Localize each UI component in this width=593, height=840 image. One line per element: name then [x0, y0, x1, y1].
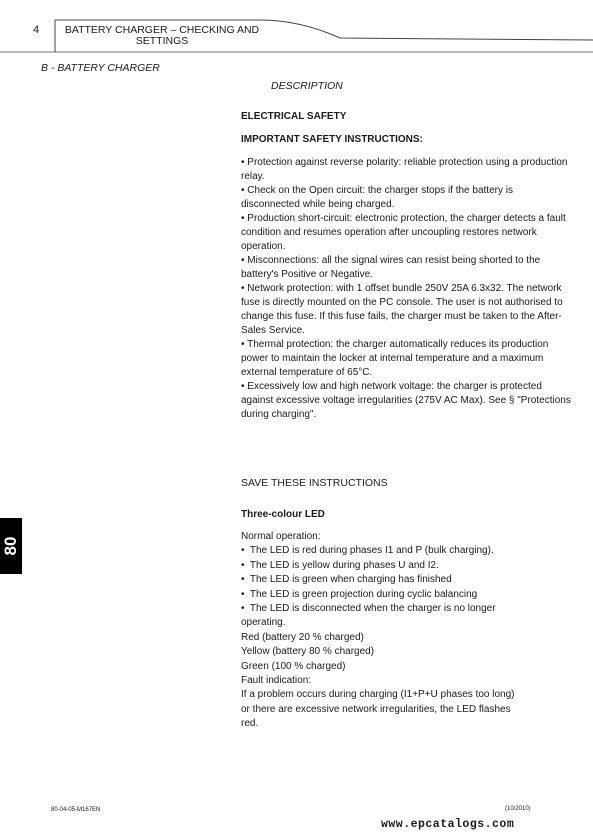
led-line: • The LED is green when charging has finished: [241, 574, 452, 586]
watermark-text: www.epcatalogs.com: [381, 818, 515, 831]
chapter-side-tab-label: [0, 518, 22, 574]
led-description: [241, 530, 571, 732]
led-line: • The LED is green projection during cyclic balancing: [241, 588, 478, 600]
safety-bullet-list: [241, 156, 571, 422]
led-line: Normal operation:: [241, 531, 321, 542]
section-label: B - BATTERY CHARGER: [41, 62, 160, 74]
led-heading: Three-colour LED: [241, 509, 325, 520]
electrical-safety-heading: ELECTRICAL SAFETY: [241, 111, 347, 122]
led-line: • The LED is disconnected when the charger is no longer: [241, 603, 496, 615]
led-line: Green (100 % charged): [241, 660, 346, 672]
page-number: 4: [33, 24, 40, 36]
led-line: red.: [241, 718, 259, 730]
header-title-line-2: SETTINGS: [135, 35, 189, 47]
chapter-number: 80: [1, 536, 20, 556]
safety-bullet: • Thermal protection: the charger automatically reduces its production power to maintain the locker at internal temperature and a maximum external temperature of 65°C.: [241, 339, 549, 378]
document-code: 80-04-05-M167EN: [51, 807, 101, 813]
led-line: • The LED is red during phases I1 and P (bulk charging).: [241, 545, 494, 557]
safety-bullet: • Protection against reverse polarity: reliable protection using a production relay.: [241, 157, 568, 182]
led-line: Fault indication:: [241, 675, 312, 687]
header-title-line-1: BATTERY CHARGER – CHECKING AND: [64, 24, 260, 36]
header-title: [62, 25, 262, 47]
led-line: Yellow (battery 80 % charged): [241, 646, 375, 658]
led-line: Red (battery 20 % charged): [241, 631, 364, 643]
safety-bullet: • Network protection: with 1 offset bundle 250V 25A 6.3x32. The network fuse is directly mounted on the PC console. The user is not authorised to change this fuse. If this fuse fails, the charger must be taken to the After-Sales Service.: [241, 283, 563, 336]
safety-bullet: • Production short-circuit: electronic protection, the charger detects a fault condition and resumes operation after uncoupling restores network operation.: [241, 213, 566, 252]
safety-bullet: • Check on the Open circuit: the charger stops if the battery is disconnected while being charged.: [241, 185, 513, 210]
safety-bullet: • Misconnections: all the signal wires can resist being shorted to the battery's Positive or Negative.: [241, 255, 541, 280]
save-instructions-text: SAVE THESE INSTRUCTIONS: [241, 477, 388, 489]
document-date: (10/2010): [505, 806, 531, 812]
led-line: or there are excessive network irregularities, the LED flashes: [241, 703, 511, 715]
led-line: operating.: [241, 617, 286, 629]
safety-bullet: • Excessively low and high network voltage: the charger is protected against excessive voltage irregularities (275V AC Max). See § "Protections during charging".: [241, 381, 571, 420]
description-title: DESCRIPTION: [271, 80, 343, 92]
important-instructions-heading: IMPORTANT SAFETY INSTRUCTIONS:: [241, 134, 423, 145]
led-line: • The LED is yellow during phases U and I2.: [241, 559, 439, 571]
led-line: If a problem occurs during charging (I1+P+U phases too long): [241, 689, 515, 701]
